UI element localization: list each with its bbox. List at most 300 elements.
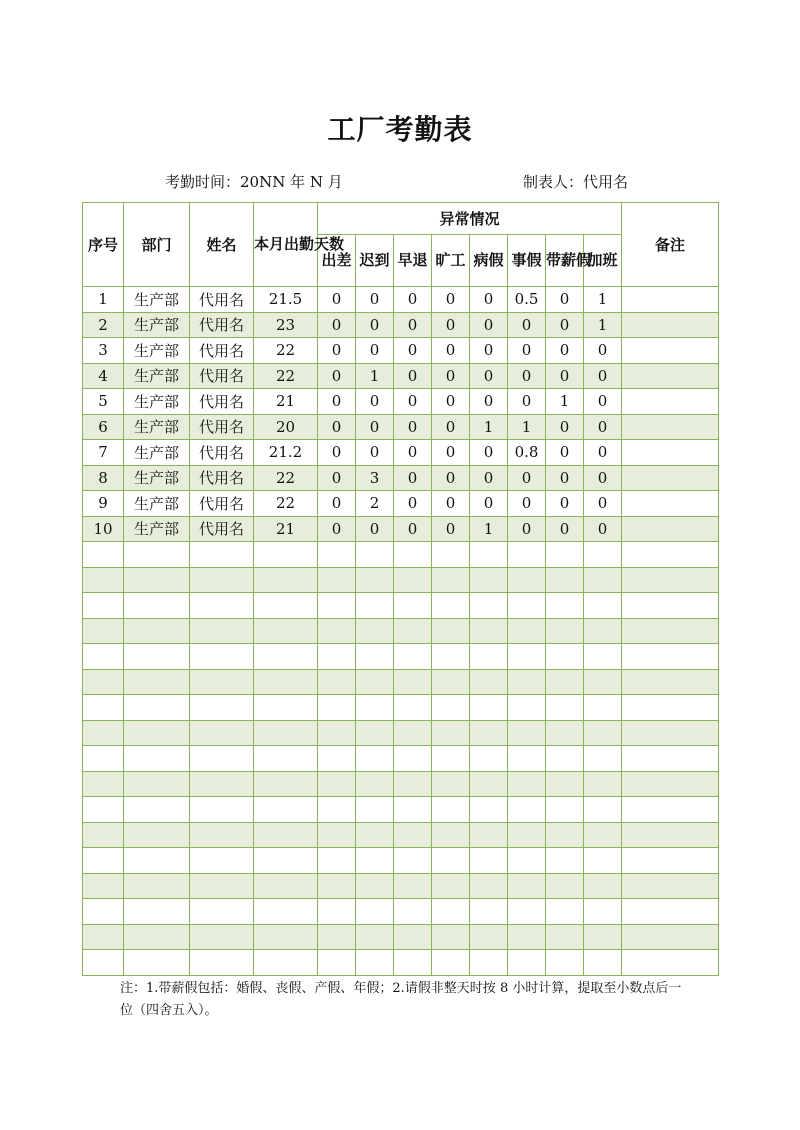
cell-absent: 0 (432, 491, 470, 517)
empty-row (83, 593, 719, 619)
cell-name (190, 822, 254, 848)
cell-early-leave (394, 720, 432, 746)
cell-early-leave (394, 797, 432, 823)
cell-attendance-days (254, 848, 318, 874)
cell-personal-leave (508, 797, 546, 823)
cell-index: 6 (83, 414, 124, 440)
cell-name (190, 848, 254, 874)
cell-dept (124, 848, 190, 874)
cell-paid-leave: 0 (546, 516, 584, 542)
cell-overtime (584, 822, 622, 848)
cell-remark (622, 746, 719, 772)
cell-name (190, 542, 254, 568)
cell-absent (432, 873, 470, 899)
cell-absent (432, 746, 470, 772)
cell-dept: 生产部 (124, 465, 190, 491)
cell-early-leave: 0 (394, 516, 432, 542)
empty-row (83, 848, 719, 874)
cell-index (83, 746, 124, 772)
table-author: 制表人：代用名 (523, 173, 629, 191)
cell-personal-leave: 0.5 (508, 287, 546, 313)
cell-name: 代用名 (190, 338, 254, 364)
cell-overtime (584, 746, 622, 772)
cell-paid-leave (546, 669, 584, 695)
cell-index (83, 797, 124, 823)
cell-name: 代用名 (190, 491, 254, 517)
header-personal-leave: 事假 (508, 235, 546, 287)
cell-early-leave: 0 (394, 287, 432, 313)
cell-sick-leave: 0 (470, 440, 508, 466)
cell-overtime (584, 669, 622, 695)
cell-overtime: 0 (584, 363, 622, 389)
cell-paid-leave: 0 (546, 465, 584, 491)
cell-absent (432, 618, 470, 644)
cell-absent (432, 924, 470, 950)
cell-overtime (584, 542, 622, 568)
cell-name: 代用名 (190, 465, 254, 491)
cell-overtime (584, 618, 622, 644)
header-attendance-days: 本月出勤天数 (254, 203, 318, 287)
cell-name (190, 669, 254, 695)
cell-overtime (584, 771, 622, 797)
cell-late: 0 (356, 312, 394, 338)
cell-late: 3 (356, 465, 394, 491)
cell-index (83, 644, 124, 670)
cell-early-leave (394, 644, 432, 670)
cell-dept (124, 822, 190, 848)
cell-late (356, 924, 394, 950)
cell-attendance-days (254, 644, 318, 670)
cell-overtime (584, 567, 622, 593)
cell-overtime: 0 (584, 414, 622, 440)
cell-absent (432, 720, 470, 746)
cell-late: 0 (356, 389, 394, 415)
cell-late: 0 (356, 287, 394, 313)
cell-personal-leave (508, 593, 546, 619)
cell-dept: 生产部 (124, 491, 190, 517)
cell-early-leave: 0 (394, 465, 432, 491)
cell-attendance-days: 21.5 (254, 287, 318, 313)
empty-row (83, 771, 719, 797)
cell-business-trip: 0 (318, 491, 356, 517)
header-early-leave: 早退 (394, 235, 432, 287)
cell-paid-leave (546, 924, 584, 950)
cell-late (356, 899, 394, 925)
cell-paid-leave: 0 (546, 414, 584, 440)
cell-business-trip (318, 720, 356, 746)
cell-business-trip (318, 567, 356, 593)
attendance-period: 考勤时间：20NN 年 N 月 (165, 173, 343, 191)
cell-overtime (584, 848, 622, 874)
cell-business-trip: 0 (318, 338, 356, 364)
cell-name (190, 720, 254, 746)
cell-attendance-days: 21 (254, 389, 318, 415)
cell-absent: 0 (432, 516, 470, 542)
cell-sick-leave (470, 899, 508, 925)
cell-remark (622, 848, 719, 874)
cell-overtime (584, 695, 622, 721)
cell-overtime: 1 (584, 287, 622, 313)
cell-remark (622, 465, 719, 491)
cell-attendance-days: 21.2 (254, 440, 318, 466)
cell-absent: 0 (432, 312, 470, 338)
cell-sick-leave: 0 (470, 465, 508, 491)
cell-index (83, 695, 124, 721)
cell-name (190, 567, 254, 593)
cell-personal-leave: 0.8 (508, 440, 546, 466)
cell-attendance-days (254, 593, 318, 619)
cell-late (356, 695, 394, 721)
cell-attendance-days: 22 (254, 491, 318, 517)
cell-personal-leave (508, 873, 546, 899)
cell-business-trip (318, 950, 356, 976)
cell-absent (432, 542, 470, 568)
cell-sick-leave (470, 797, 508, 823)
empty-row (83, 746, 719, 772)
cell-paid-leave (546, 644, 584, 670)
cell-attendance-days (254, 771, 318, 797)
cell-early-leave (394, 567, 432, 593)
cell-overtime: 0 (584, 338, 622, 364)
header-business-trip: 出差 (318, 235, 356, 287)
cell-sick-leave (470, 567, 508, 593)
cell-early-leave (394, 848, 432, 874)
cell-name: 代用名 (190, 440, 254, 466)
cell-business-trip: 0 (318, 363, 356, 389)
cell-personal-leave (508, 822, 546, 848)
empty-row (83, 797, 719, 823)
cell-sick-leave: 0 (470, 338, 508, 364)
cell-absent (432, 771, 470, 797)
cell-dept: 生产部 (124, 287, 190, 313)
cell-name: 代用名 (190, 363, 254, 389)
cell-business-trip (318, 746, 356, 772)
cell-personal-leave: 0 (508, 338, 546, 364)
cell-early-leave (394, 771, 432, 797)
cell-business-trip (318, 542, 356, 568)
cell-name (190, 593, 254, 619)
cell-absent: 0 (432, 389, 470, 415)
header-sick-leave: 病假 (470, 235, 508, 287)
cell-name (190, 695, 254, 721)
cell-sick-leave (470, 618, 508, 644)
cell-absent: 0 (432, 440, 470, 466)
empty-row (83, 720, 719, 746)
cell-late (356, 542, 394, 568)
table-row (83, 389, 719, 415)
cell-absent: 0 (432, 287, 470, 313)
cell-remark (622, 363, 719, 389)
cell-business-trip (318, 899, 356, 925)
cell-attendance-days (254, 618, 318, 644)
cell-early-leave (394, 924, 432, 950)
cell-index (83, 873, 124, 899)
footnote: 注：1.带薪假包括：婚假、丧假、产假、年假；2.请假非整天时按 8 小时计算，提取至小数点后一位（四舍五入）。 (120, 981, 682, 1018)
cell-overtime (584, 924, 622, 950)
table-row (83, 516, 719, 542)
cell-index: 9 (83, 491, 124, 517)
cell-business-trip (318, 924, 356, 950)
cell-remark (622, 669, 719, 695)
cell-late: 0 (356, 414, 394, 440)
cell-index: 5 (83, 389, 124, 415)
cell-early-leave (394, 950, 432, 976)
table-row (83, 312, 719, 338)
cell-remark (622, 516, 719, 542)
cell-late (356, 669, 394, 695)
cell-early-leave (394, 695, 432, 721)
cell-remark (622, 491, 719, 517)
cell-attendance-days (254, 797, 318, 823)
cell-business-trip: 0 (318, 440, 356, 466)
table-row (83, 465, 719, 491)
cell-business-trip (318, 848, 356, 874)
cell-personal-leave (508, 669, 546, 695)
cell-late: 0 (356, 440, 394, 466)
header-late: 迟到 (356, 235, 394, 287)
cell-sick-leave (470, 873, 508, 899)
header-dept: 部门 (124, 203, 190, 287)
cell-business-trip (318, 695, 356, 721)
cell-name (190, 618, 254, 644)
cell-absent (432, 669, 470, 695)
cell-name (190, 797, 254, 823)
cell-paid-leave: 0 (546, 287, 584, 313)
cell-paid-leave (546, 542, 584, 568)
cell-business-trip (318, 618, 356, 644)
cell-paid-leave (546, 873, 584, 899)
cell-early-leave (394, 593, 432, 619)
cell-paid-leave (546, 899, 584, 925)
cell-personal-leave (508, 542, 546, 568)
cell-paid-leave: 0 (546, 338, 584, 364)
cell-overtime: 1 (584, 312, 622, 338)
cell-index (83, 542, 124, 568)
empty-row (83, 567, 719, 593)
cell-index (83, 771, 124, 797)
cell-attendance-days (254, 924, 318, 950)
cell-remark (622, 312, 719, 338)
cell-absent (432, 899, 470, 925)
cell-attendance-days (254, 746, 318, 772)
cell-business-trip: 0 (318, 287, 356, 313)
cell-index (83, 618, 124, 644)
cell-personal-leave (508, 771, 546, 797)
table-row (83, 363, 719, 389)
cell-dept (124, 924, 190, 950)
cell-remark (622, 695, 719, 721)
table-row (83, 338, 719, 364)
cell-dept (124, 950, 190, 976)
cell-late (356, 950, 394, 976)
cell-overtime: 0 (584, 389, 622, 415)
cell-name: 代用名 (190, 389, 254, 415)
cell-index: 1 (83, 287, 124, 313)
cell-business-trip (318, 822, 356, 848)
cell-business-trip: 0 (318, 312, 356, 338)
cell-sick-leave: 0 (470, 363, 508, 389)
cell-sick-leave: 1 (470, 414, 508, 440)
cell-overtime (584, 720, 622, 746)
cell-remark (622, 644, 719, 670)
cell-attendance-days: 22 (254, 465, 318, 491)
cell-index (83, 848, 124, 874)
cell-remark (622, 593, 719, 619)
cell-dept (124, 567, 190, 593)
cell-index (83, 720, 124, 746)
cell-dept (124, 644, 190, 670)
cell-paid-leave (546, 720, 584, 746)
empty-row (83, 644, 719, 670)
cell-dept: 生产部 (124, 363, 190, 389)
empty-row (83, 618, 719, 644)
cell-sick-leave (470, 720, 508, 746)
cell-paid-leave (546, 950, 584, 976)
cell-dept: 生产部 (124, 389, 190, 415)
cell-index (83, 899, 124, 925)
cell-business-trip (318, 593, 356, 619)
cell-early-leave: 0 (394, 363, 432, 389)
cell-name (190, 746, 254, 772)
cell-sick-leave: 0 (470, 312, 508, 338)
cell-personal-leave (508, 899, 546, 925)
cell-index: 7 (83, 440, 124, 466)
cell-paid-leave: 0 (546, 440, 584, 466)
cell-attendance-days (254, 695, 318, 721)
cell-attendance-days: 23 (254, 312, 318, 338)
cell-sick-leave (470, 644, 508, 670)
cell-absent (432, 950, 470, 976)
cell-name: 代用名 (190, 516, 254, 542)
cell-remark (622, 924, 719, 950)
cell-sick-leave (470, 669, 508, 695)
cell-personal-leave: 1 (508, 414, 546, 440)
cell-early-leave: 0 (394, 491, 432, 517)
cell-overtime (584, 873, 622, 899)
cell-dept (124, 771, 190, 797)
cell-attendance-days: 21 (254, 516, 318, 542)
cell-early-leave: 0 (394, 312, 432, 338)
header-paid-leave: 带薪假 (546, 235, 584, 287)
cell-early-leave (394, 542, 432, 568)
cell-overtime (584, 797, 622, 823)
cell-sick-leave (470, 542, 508, 568)
header-index: 序号 (83, 203, 124, 287)
table-row (83, 414, 719, 440)
cell-overtime (584, 593, 622, 619)
empty-row (83, 542, 719, 568)
table-row (83, 287, 719, 313)
cell-late (356, 618, 394, 644)
cell-remark (622, 440, 719, 466)
cell-name: 代用名 (190, 312, 254, 338)
cell-personal-leave (508, 848, 546, 874)
cell-overtime (584, 899, 622, 925)
cell-late (356, 797, 394, 823)
cell-late (356, 848, 394, 874)
cell-sick-leave: 0 (470, 389, 508, 415)
cell-dept: 生产部 (124, 312, 190, 338)
cell-personal-leave (508, 618, 546, 644)
cell-index: 3 (83, 338, 124, 364)
cell-absent: 0 (432, 338, 470, 364)
cell-business-trip (318, 644, 356, 670)
cell-dept (124, 873, 190, 899)
cell-remark (622, 567, 719, 593)
cell-paid-leave (546, 797, 584, 823)
cell-overtime: 0 (584, 440, 622, 466)
cell-business-trip: 0 (318, 414, 356, 440)
header-overtime: 加班 (584, 235, 622, 287)
cell-dept (124, 899, 190, 925)
cell-dept (124, 593, 190, 619)
cell-index: 2 (83, 312, 124, 338)
cell-paid-leave (546, 746, 584, 772)
cell-sick-leave (470, 848, 508, 874)
cell-paid-leave (546, 848, 584, 874)
cell-remark (622, 873, 719, 899)
table-body (83, 287, 719, 976)
cell-absent: 0 (432, 414, 470, 440)
cell-dept (124, 746, 190, 772)
cell-remark (622, 389, 719, 415)
cell-early-leave: 0 (394, 414, 432, 440)
cell-personal-leave (508, 746, 546, 772)
empty-row (83, 822, 719, 848)
cell-dept (124, 695, 190, 721)
cell-late: 0 (356, 516, 394, 542)
cell-late: 0 (356, 338, 394, 364)
cell-name (190, 644, 254, 670)
cell-dept (124, 618, 190, 644)
cell-overtime (584, 644, 622, 670)
cell-attendance-days (254, 542, 318, 568)
cell-attendance-days (254, 873, 318, 899)
cell-absent (432, 593, 470, 619)
cell-index (83, 669, 124, 695)
cell-absent: 0 (432, 465, 470, 491)
empty-row (83, 669, 719, 695)
cell-dept: 生产部 (124, 414, 190, 440)
cell-name (190, 873, 254, 899)
cell-absent (432, 567, 470, 593)
cell-paid-leave (546, 593, 584, 619)
cell-early-leave: 0 (394, 440, 432, 466)
cell-absent (432, 848, 470, 874)
table-row (83, 440, 719, 466)
cell-sick-leave: 0 (470, 287, 508, 313)
cell-remark (622, 771, 719, 797)
cell-name: 代用名 (190, 287, 254, 313)
cell-overtime: 0 (584, 516, 622, 542)
cell-business-trip (318, 797, 356, 823)
cell-late (356, 720, 394, 746)
cell-remark (622, 338, 719, 364)
cell-early-leave (394, 618, 432, 644)
cell-late (356, 873, 394, 899)
cell-index: 10 (83, 516, 124, 542)
cell-personal-leave (508, 720, 546, 746)
cell-early-leave (394, 899, 432, 925)
cell-index: 8 (83, 465, 124, 491)
cell-remark (622, 542, 719, 568)
cell-early-leave (394, 746, 432, 772)
cell-dept (124, 797, 190, 823)
empty-row (83, 899, 719, 925)
cell-dept: 生产部 (124, 338, 190, 364)
cell-personal-leave: 0 (508, 312, 546, 338)
cell-remark (622, 414, 719, 440)
